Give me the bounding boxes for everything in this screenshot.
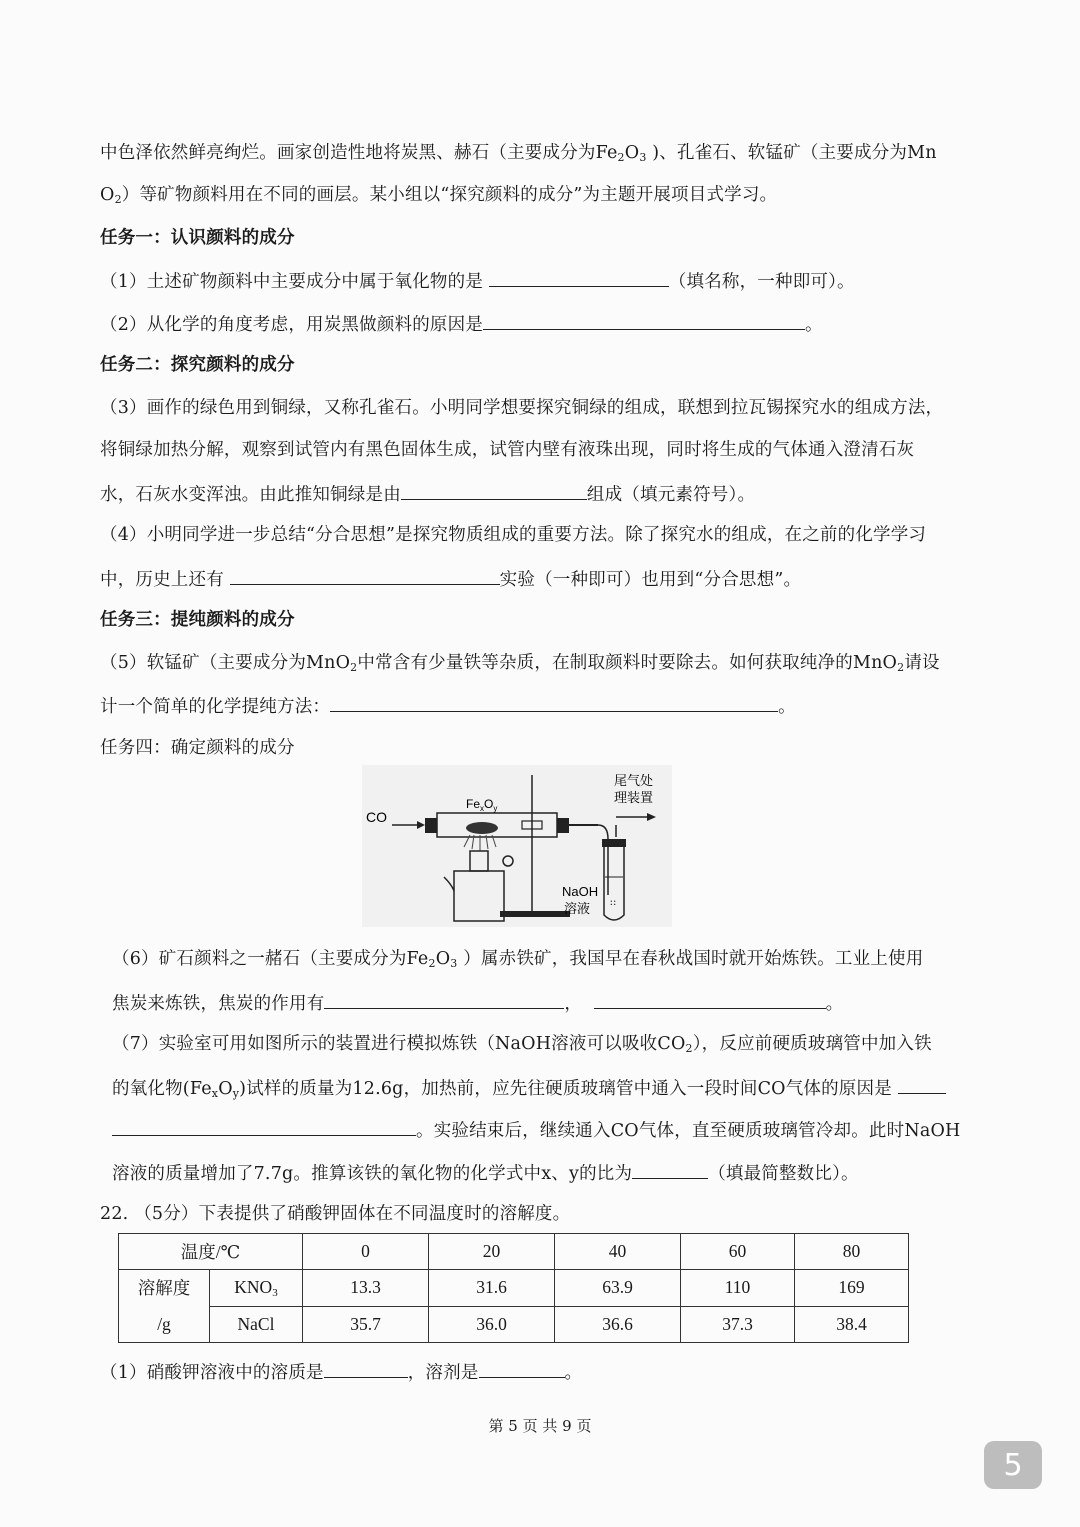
- answer-blank-2[interactable]: [483, 311, 805, 330]
- table-row-kno3: [119, 1270, 909, 1307]
- task1-title: 任务一：认识颜料的成分: [100, 228, 295, 248]
- temp-cell: 80: [795, 1234, 909, 1270]
- question-22-1: （1）硝酸钾溶液中的溶质是 ，溶剂是 。: [100, 1359, 582, 1385]
- temp-cell: 40: [555, 1234, 681, 1270]
- question-7-line-1: （7）实验室可用如图所示的装置进行模拟炼铁（NaOH溶液可以吸收$CO_2$），反应前硬质玻璃管中加入铁: [112, 1034, 932, 1055]
- kno3-value: 13.3: [303, 1270, 429, 1307]
- kno3-value: 63.9: [555, 1270, 681, 1307]
- answer-blank-4[interactable]: [230, 566, 500, 585]
- answer-blank-5[interactable]: [330, 693, 778, 712]
- svg-text:::: ::: [609, 897, 617, 908]
- nacl-value: 36.0: [429, 1306, 555, 1343]
- nacl-label: NaCl: [210, 1306, 303, 1343]
- fig-co-label: CO: [366, 809, 387, 825]
- fig-tail-gas-label-2: 理装置: [614, 791, 654, 806]
- answer-blank-solvent[interactable]: [479, 1359, 565, 1378]
- question-3-line-3: 水，石灰水变浑浊。由此推知铜绿是由 组成（填元素符号）。: [100, 481, 755, 507]
- task4-title: 任务四：确定颜料的成分: [100, 738, 295, 758]
- question-4-line-2: 中，历史上还有 实验（一种即可）也用到“分合思想”。: [100, 566, 801, 592]
- nacl-value: 37.3: [681, 1306, 795, 1343]
- question-7-line-3: 。实验结束后，继续通入CO气体，直至硬质玻璃管冷却。此时NaOH: [112, 1117, 961, 1143]
- kno3-label: $KNO_3$: [210, 1270, 303, 1307]
- table-row-nacl: [119, 1306, 909, 1343]
- page-number-badge[interactable]: 5: [984, 1441, 1042, 1489]
- fig-naoh-label: NaOH: [562, 884, 599, 899]
- fig-fexoy-label: $Fe_xO_y$: [466, 797, 498, 813]
- page-footer: 第 5 页 共 9 页: [488, 1417, 592, 1435]
- answer-blank-6b[interactable]: [594, 990, 826, 1009]
- answer-blank-1[interactable]: [489, 268, 669, 287]
- fig-tail-gas-label-1: 尾气处: [614, 774, 654, 789]
- question-1: （1）土述矿物颜料中主要成分中属于氧化物的是 （填名称，一种即可）。: [100, 268, 855, 294]
- solubility-label: 溶解度 /g: [119, 1270, 210, 1343]
- task3-title: 任务三：提纯颜料的成分: [100, 610, 295, 630]
- right-stopper: [557, 818, 569, 833]
- stand-base: [500, 911, 570, 917]
- temp-header: 温度/℃: [119, 1234, 303, 1270]
- question-5-line-2: 计一个简单的化学提纯方法： 。: [100, 693, 796, 719]
- nacl-value: 38.4: [795, 1306, 909, 1343]
- iron-oxide-sample: [466, 822, 498, 834]
- kno3-value: 31.6: [429, 1270, 555, 1307]
- question-4-line-1: （4）小明同学进一步总结“分合思想”是探究物质组成的重要方法。除了探究水的组成，在之前的化学学习: [100, 525, 927, 545]
- temp-cell: 20: [429, 1234, 555, 1270]
- answer-blank-3[interactable]: [401, 481, 587, 500]
- answer-blank-6a[interactable]: [324, 990, 564, 1009]
- question-6-line-1: （6）矿石颜料之一赭石（主要成分为$Fe_2O_3$ ）属赤铁矿，我国早在春秋战国时就开始炼铁。工业上使用: [112, 949, 924, 970]
- answer-blank-7c[interactable]: [632, 1160, 708, 1179]
- nacl-value: 35.7: [303, 1306, 429, 1343]
- temp-cell: 60: [681, 1234, 795, 1270]
- co-reduction-apparatus-figure: [362, 765, 672, 927]
- question-22-stem: 22. （5分）下表提供了硝酸钾固体在不同温度时的溶解度。: [100, 1204, 571, 1224]
- temp-cell: 0: [303, 1234, 429, 1270]
- question-7-line-2: 的氧化物$(Fe_xO_y)$试样的质量为12.6g，加热前，应先往硬质玻璃管中通入一段时间CO气体的原因是: [112, 1075, 946, 1101]
- fig-solution-label: 溶液: [564, 902, 591, 917]
- question-5-line-1: （5）软锰矿（主要成分为MnO$_2$中常含有少量铁等杂质，在制取颜料时要除去。如何获取纯净的MnO$_2$请设: [100, 653, 940, 674]
- kno3-value: 169: [795, 1270, 909, 1307]
- kno3-value: 110: [681, 1270, 795, 1307]
- left-stopper: [425, 818, 437, 833]
- intro-line-2: $O_2$）等矿物颜料用在不同的画层。某小组以“探究颜料的成分”为主题开展项目式学习。: [100, 185, 778, 206]
- question-7-line-4: 溶液的质量增加了7.7g。推算该铁的氧化物的化学式中x、y的比为 （填最简整数比）。: [112, 1160, 859, 1186]
- question-3-line-2: 将铜绿加热分解，观察到试管内有黑色固体生成，试管内壁有液珠出现，同时将生成的气体通入澄清石灰: [100, 440, 915, 460]
- intro-line-1: 中色泽依然鲜亮绚烂。画家创造性地将炭黑、赫石（主要成分为$Fe_2O_3$ )、孔雀石、软锰矿（主要成分为Mn: [100, 143, 937, 164]
- answer-blank-7b[interactable]: [112, 1117, 416, 1136]
- nacl-value: 36.6: [555, 1306, 681, 1343]
- answer-blank-solute[interactable]: [324, 1359, 408, 1378]
- table-header-row: [119, 1234, 909, 1270]
- solubility-table: [118, 1233, 909, 1343]
- answer-blank-7a[interactable]: [898, 1075, 946, 1094]
- test-tube-stopper: [602, 839, 626, 847]
- task2-title: 任务二：探究颜料的成分: [100, 355, 295, 375]
- question-3-line-1: （3）画作的绿色用到铜绿，又称孔雀石。小明同学想要探究铜绿的组成，联想到拉瓦锡探究水的组成方法，: [100, 398, 944, 418]
- question-6-line-2: 焦炭来炼铁，焦炭的作用有 ， 。: [112, 990, 843, 1016]
- question-2: （2）从化学的角度考虑，用炭黑做颜料的原因是 。: [100, 311, 823, 337]
